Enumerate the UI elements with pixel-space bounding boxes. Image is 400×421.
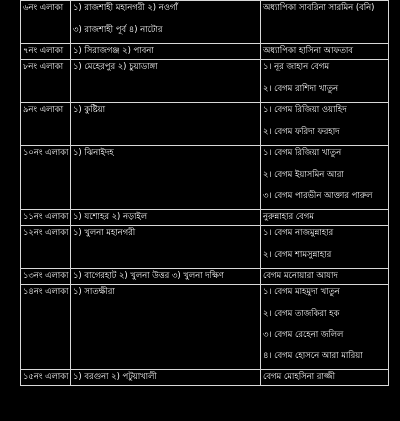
table-row: [21, 60, 389, 103]
candidate-name: অধ্যাপিকা সাবরিনা সারমিন (বনি): [263, 2, 375, 12]
area-cell: [21, 269, 71, 285]
district-line: ১) রাজশাহী মহানগরী ২) নওগাঁ: [73, 2, 178, 12]
district-cell: [71, 210, 261, 226]
area-cell: [21, 146, 71, 210]
area-cell: [21, 44, 71, 60]
district-cell: [71, 146, 261, 210]
district-cell: [71, 269, 261, 285]
candidate-cell: [261, 1, 389, 44]
area-cell: [21, 1, 71, 44]
candidate-name: ২। বেগম রাশিদা খাতুন: [263, 83, 339, 93]
candidate-cell: [261, 285, 389, 370]
candidate-cell: [261, 146, 389, 210]
area-label: ৬নং এলাকা: [23, 2, 64, 12]
district-line: ১) মেহেরপুর ২) চুয়াডাঙ্গা: [73, 61, 158, 71]
table-row: [21, 370, 389, 386]
district-cell: [71, 370, 261, 386]
candidate-name: ১। বেগম নাজমুন্নাহার: [263, 227, 334, 237]
district-line: ১) কুষ্টিয়া: [73, 104, 106, 114]
candidate-cell: [261, 226, 389, 269]
district-line: ১) বরগুনা ২) পটুয়াখালী: [73, 371, 157, 381]
candidate-cell: [261, 44, 389, 60]
candidate-name: অধ্যাপিকা হাসিনা আফতাব: [263, 45, 353, 55]
candidate-name: ৩। বেগম পারভীন আক্তার পারুল: [263, 190, 373, 200]
candidate-table: [20, 0, 389, 386]
area-label: ৭নং এলাকা: [23, 45, 64, 55]
candidate-name: ৪। বেগম হোসনে আরা মারিয়া: [263, 350, 363, 360]
table-row: [21, 269, 389, 285]
table-row: [21, 210, 389, 226]
table-body: [21, 1, 389, 386]
district-cell: [71, 226, 261, 269]
table-row: [21, 103, 389, 146]
district-cell: [71, 1, 261, 44]
area-cell: [21, 370, 71, 386]
area-cell: [21, 60, 71, 103]
district-line: ১) যশোহর ২) নড়াইল: [73, 211, 147, 221]
candidate-cell: [261, 103, 389, 146]
area-label: ১১নং এলাকা: [23, 211, 69, 221]
area-label: ১০নং এলাকা: [23, 147, 69, 157]
candidate-cell: [261, 60, 389, 103]
candidate-name: বেগম মনোয়ারা আযাদ: [263, 270, 338, 280]
area-cell: [21, 226, 71, 269]
table-row: [21, 285, 389, 370]
area-cell: [21, 103, 71, 146]
candidate-cell: [261, 269, 389, 285]
table-row: [21, 44, 389, 60]
district-line: ১) বাগেরহাট ২) খুলনা উত্তর ৩) খুলনা দক্ষিণ: [73, 270, 224, 280]
candidate-name: বেগম মোহসিনা রাজ্জী: [263, 371, 335, 381]
candidate-cell: [261, 210, 389, 226]
candidate-name: ২। বেগম ইয়াসমিন আরা: [263, 169, 344, 179]
table-row: [21, 1, 389, 44]
district-cell: [71, 103, 261, 146]
area-cell: [21, 210, 71, 226]
area-label: ১২নং এলাকা: [23, 227, 69, 237]
candidate-name: ১। বেগম রিজিয়া ওয়াহিদ: [263, 104, 347, 114]
area-label: ১৫নং এলাকা: [23, 371, 69, 381]
area-label: ১৩নং এলাকা: [23, 270, 69, 280]
candidate-name: ১। নূর জাহান বেগম: [263, 61, 329, 71]
district-cell: [71, 60, 261, 103]
area-cell: [21, 285, 71, 370]
candidate-name: ৩। বেগম রেহেনা জলিল: [263, 329, 344, 339]
candidate-name: ২। বেগম শামসুন্নাহার: [263, 249, 332, 259]
district-cell: [71, 44, 261, 60]
candidate-name: ২। বেগম ফরিদা ফরহাদ: [263, 126, 340, 136]
district-line: ১) সাতক্ষীরা: [73, 286, 115, 296]
candidate-name: নুরুন্নাহার বেগম: [263, 211, 314, 221]
candidate-name: ১। বেগম রিজিয়া খাতুন: [263, 147, 342, 157]
district-line: ১) সিরাজগঞ্জ ২) পাবনা: [73, 45, 154, 55]
candidate-cell: [261, 370, 389, 386]
table-row: [21, 226, 389, 269]
candidate-name: ১। বেগম মাহমুদা খাতুন: [263, 286, 340, 296]
area-label: ৯নং এলাকা: [23, 104, 64, 114]
candidate-name: ২। বেগম তাজকিরা হক: [263, 308, 340, 318]
table-row: [21, 146, 389, 210]
district-line: ১) খুলনা মহানগরী: [73, 227, 136, 237]
district-cell: [71, 285, 261, 370]
district-line: ১) ঝিনাইদহ: [73, 147, 114, 157]
area-label: ১৪নং এলাকা: [23, 286, 69, 296]
area-label: ৮নং এলাকা: [23, 61, 64, 71]
district-line: ৩) রাজশাহী পূর্ব ৪) নাটোর: [73, 24, 163, 34]
